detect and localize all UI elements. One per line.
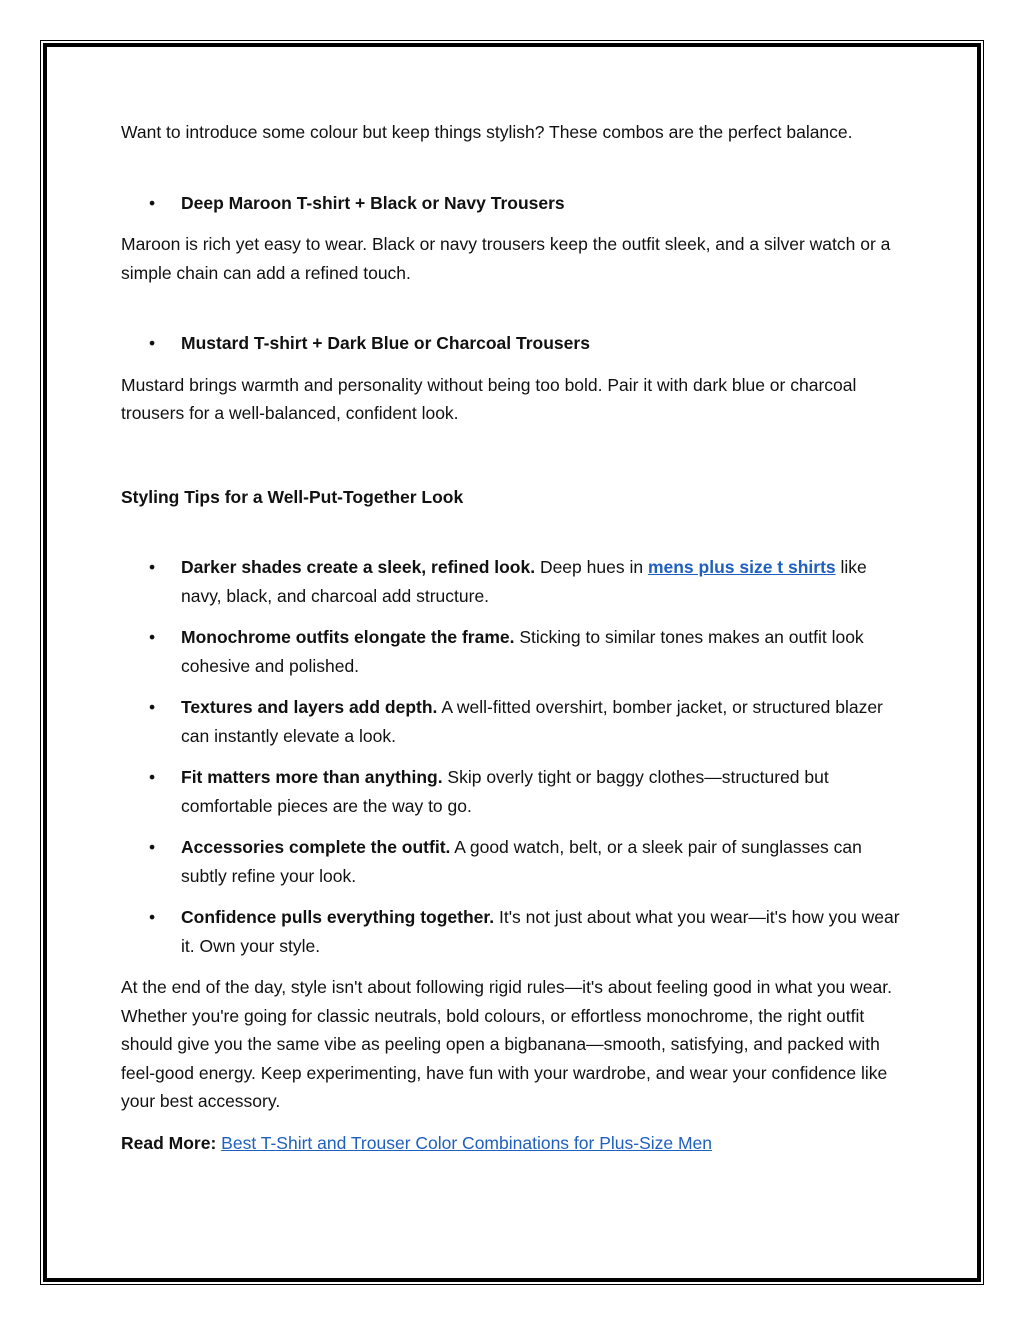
read-more-link[interactable]: Best T-Shirt and Trouser Color Combinations for Plus-Size Men xyxy=(221,1132,713,1153)
read-more-label: Read More: xyxy=(121,1132,217,1153)
combo-heading-text: Mustard T-shirt + Dark Blue or Charcoal Trousers xyxy=(181,333,590,353)
list-item xyxy=(121,693,911,750)
tip-title: Textures and layers add depth. xyxy=(181,697,438,717)
tip-title: Monochrome outfits elongate the frame. xyxy=(181,627,515,647)
bullet-icon: • xyxy=(149,837,156,857)
closing-paragraph: At the end of the day, style isn't about following rigid rules—it's about feeling good in what you wear. Whether you're going for classic neutrals, bold colours, or effortless monochrome, the right outfit should give you the same vibe as peeling open a bigbanana—smooth, satisfying, and packed with feel-good energy. Keep experimenting, have fun with your wardrobe, and wear your confidence like your best accessory. xyxy=(121,977,892,1111)
tip-title: Accessories complete the outfit. xyxy=(181,837,451,857)
combo-heading-mustard xyxy=(121,329,911,358)
tip-text: like navy, black, and charcoal add structure. xyxy=(181,557,867,606)
bullet-icon: • xyxy=(149,697,156,717)
intro-paragraph: Want to introduce some colour but keep things stylish? These combos are the perfect balance. xyxy=(121,122,853,142)
styling-tips-list xyxy=(121,553,911,960)
list-item xyxy=(121,623,911,680)
tip-text: Sticking to similar tones makes an outfit look cohesive and polished. xyxy=(181,627,864,676)
document-body xyxy=(121,118,911,1157)
read-more-line xyxy=(121,1129,911,1158)
combo-heading-maroon xyxy=(121,189,911,218)
tip-title: Fit matters more than anything. xyxy=(181,767,443,787)
bullet-icon: • xyxy=(149,767,156,787)
list-item xyxy=(121,833,911,890)
bullet-icon: • xyxy=(149,557,156,577)
list-item xyxy=(121,553,911,610)
tip-text: Skip overly tight or baggy clothes—structured but comfortable pieces are the way to go. xyxy=(181,767,829,816)
bullet-icon: • xyxy=(149,192,156,213)
bullet-icon: • xyxy=(149,333,156,353)
mens-plus-size-tshirts-link[interactable]: mens plus size t shirts xyxy=(647,557,836,577)
list-item xyxy=(121,903,911,960)
bullet-icon: • xyxy=(149,907,156,927)
tip-text: A well-fitted overshirt, bomber jacket, or structured blazer can instantly elevate a look. xyxy=(181,697,883,746)
combo-description-mustard: Mustard brings warmth and personality without being too bold. Pair it with dark blue or charcoal trousers for a well-balanced, confident look. xyxy=(121,374,857,423)
bullet-icon: • xyxy=(149,627,156,647)
tip-text: A good watch, belt, or a sleek pair of sunglasses can subtly refine your look. xyxy=(181,837,862,886)
tip-title: Darker shades create a sleek, refined look. xyxy=(181,557,536,577)
tip-title: Confidence pulls everything together. xyxy=(181,907,495,927)
tip-text: It's not just about what you wear—it's how you wear it. Own your style. xyxy=(181,907,900,956)
combo-heading-text: Deep Maroon T-shirt + Black or Navy Trousers xyxy=(181,192,565,213)
list-item xyxy=(121,763,911,820)
tip-text: Deep hues in xyxy=(535,557,648,577)
section-heading-styling-tips: Styling Tips for a Well-Put-Together Look xyxy=(121,486,464,507)
combo-description-maroon: Maroon is rich yet easy to wear. Black or navy trousers keep the outfit sleek, and a silver watch or a simple chain can add a refined touch. xyxy=(121,234,891,283)
